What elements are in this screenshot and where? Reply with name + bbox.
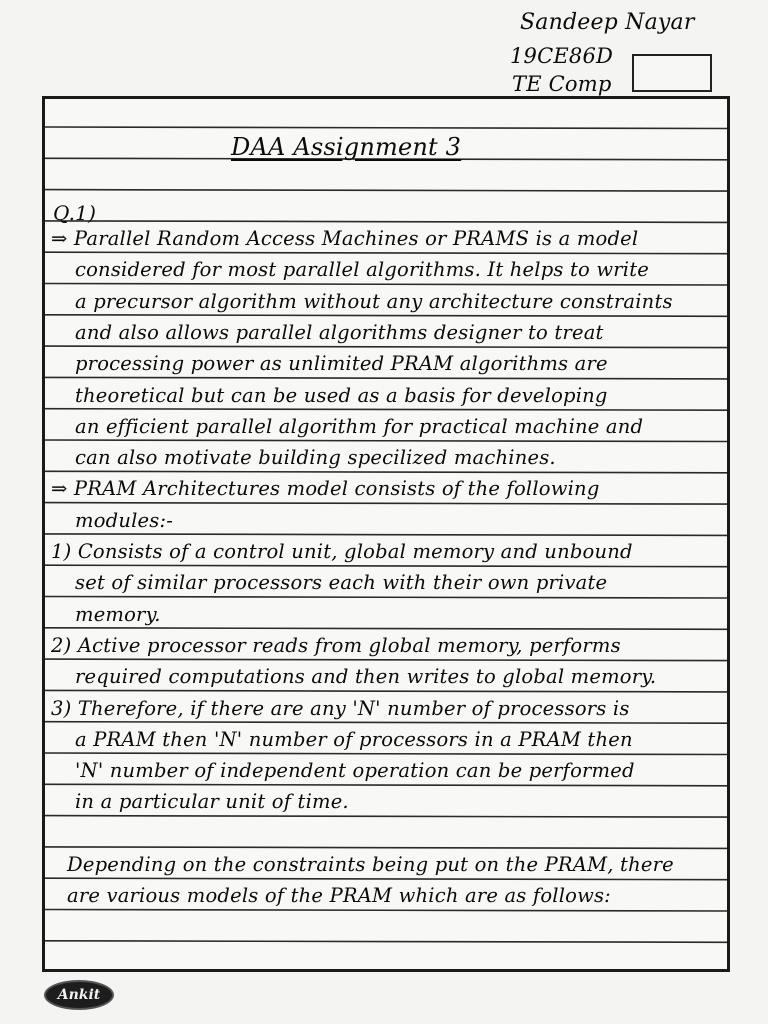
ruled-page	[42, 96, 730, 972]
text-line: 3) Therefore, if there are any 'N' number of processors is	[51, 696, 630, 720]
text-line: theoretical but can be used as a basis for developing	[75, 383, 608, 407]
roll-number: 19CE86D	[510, 44, 614, 68]
text-line: in a particular unit of time.	[75, 790, 349, 814]
text-line: an efficient parallel algorithm for practical machine and	[75, 414, 644, 438]
text-line: 2) Active processor reads from global memory, performs	[51, 633, 621, 657]
text-line: are various models of the PRAM which are as follows:	[67, 884, 611, 908]
text-line: a PRAM then 'N' number of processors in a PRAM then	[75, 727, 633, 751]
text-line: processing power as unlimited PRAM algorithms are	[75, 352, 608, 376]
blank-box	[632, 54, 712, 92]
text-line: a precursor algorithm without any architecture constraints	[75, 289, 673, 313]
text-line: can also motivate building specilized machines.	[75, 446, 556, 470]
question-label: Q.1)	[53, 201, 97, 225]
text-line: Depending on the constraints being put on the PRAM, there	[67, 853, 674, 876]
class-label: TE Comp	[512, 72, 612, 96]
student-info	[510, 6, 710, 102]
text-line: set of similar processors each with their own private	[75, 571, 608, 595]
page-title: DAA Assignment 3	[231, 133, 462, 161]
student-name: Sandeep Nayar	[520, 10, 695, 35]
text-line: 1) Consists of a control unit, global memory and unbound	[51, 540, 633, 563]
text-line: memory.	[75, 602, 161, 626]
text-line: required computations and then writes to global memory.	[75, 665, 657, 689]
text-line: considered for most parallel algorithms. It helps to write	[75, 258, 649, 282]
text-line: modules:-	[75, 508, 174, 532]
ankit-logo: Ankit	[44, 980, 114, 1010]
text-line: 'N' number of independent operation can be performed	[75, 759, 635, 783]
text-line: and also allows parallel algorithms designer to treat	[75, 320, 604, 344]
text-line: ⇒ Parallel Random Access Machines or PRAMS is a model	[51, 227, 639, 250]
text-line: ⇒ PRAM Architectures model consists of the following	[51, 477, 600, 501]
